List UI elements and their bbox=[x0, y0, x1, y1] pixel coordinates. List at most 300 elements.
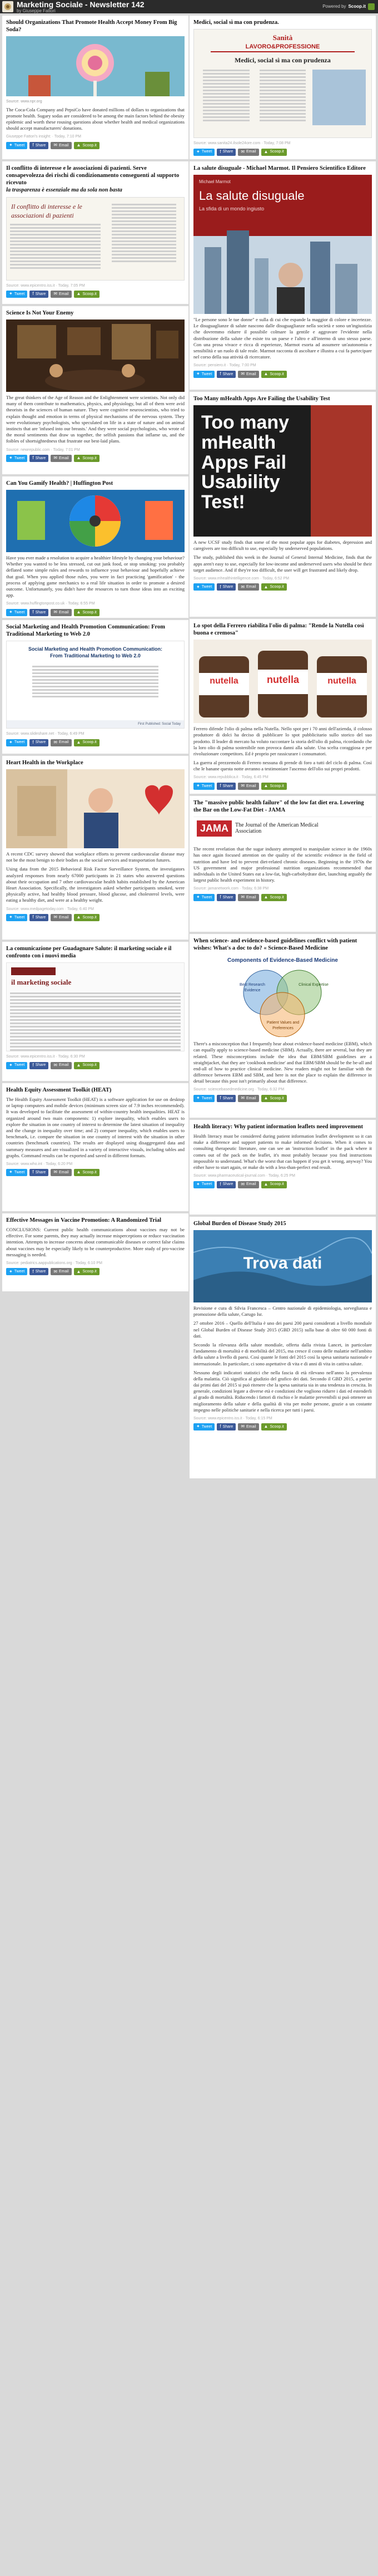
twitter-icon: ✦ bbox=[196, 894, 200, 899]
twitter-icon: ✦ bbox=[9, 1269, 13, 1274]
share-bar bbox=[6, 1169, 185, 1176]
share-icon: f bbox=[220, 1181, 221, 1187]
tweet-button[interactable] bbox=[6, 739, 27, 746]
article-image[interactable] bbox=[6, 769, 185, 848]
tweet-label: Tweet bbox=[14, 1063, 25, 1068]
newsletter-logo bbox=[2, 1, 13, 12]
share-bar bbox=[6, 609, 185, 616]
article-image[interactable] bbox=[6, 36, 185, 96]
article-meta: Source: www.epicentro.iss.it · Today, 6:30 PM bbox=[6, 1055, 85, 1059]
scoopit-label: Scoop.it bbox=[82, 740, 97, 745]
image-masthead: LAVORO&PROFESSIONE bbox=[211, 43, 355, 52]
share-bar bbox=[6, 291, 185, 298]
newsletter-title[interactable]: Marketing Sociale - Newsletter 142 bbox=[17, 0, 145, 9]
email-button[interactable] bbox=[238, 1095, 258, 1102]
article-title[interactable]: Health Equity Assessment Toolkit (HEAT) bbox=[6, 1087, 112, 1093]
share-icon: f bbox=[220, 371, 221, 376]
scoopit-button[interactable] bbox=[74, 1268, 100, 1275]
scoopit-label: Scoop.it bbox=[82, 292, 97, 296]
article-card bbox=[2, 1083, 188, 1211]
scoopit-icon: ▲ bbox=[263, 783, 268, 788]
scoopit-icon: ▲ bbox=[263, 1181, 268, 1187]
image-component-label: Best Research Evidence bbox=[240, 983, 265, 992]
article-image[interactable] bbox=[193, 405, 372, 537]
tweet-button[interactable] bbox=[6, 1062, 27, 1069]
share-button[interactable] bbox=[217, 371, 236, 378]
article-card bbox=[190, 161, 376, 390]
tweet-button[interactable] bbox=[6, 1169, 27, 1176]
scoopit-button[interactable] bbox=[74, 455, 100, 462]
share-button[interactable] bbox=[29, 739, 48, 746]
share-button[interactable] bbox=[29, 914, 48, 921]
article-body: Secondo la rilevanza della salute mondiale, offerta dalla rivista Lancet, in particolare l'andamento di mortalità e di morbilità del 2015, ma cresce il costo delle malattie nell'ambito della salute a livello di paesi. Così quante le fonti del 2015 così la spesa sanitaria nazionale e internazionale. In particolare, ci sono aspettative di vita e di anni di vita in cattiva salute. bbox=[193, 1341, 372, 1366]
tweet-label: Tweet bbox=[14, 1171, 25, 1175]
powered-by-brand: Scoop.it bbox=[348, 3, 366, 9]
scoopit-label: Scoop.it bbox=[270, 1096, 284, 1100]
twitter-icon: ✦ bbox=[196, 1181, 200, 1187]
article-meta: Source: www.who.int · Today, 6:20 PM bbox=[6, 1162, 73, 1166]
article-image[interactable] bbox=[193, 955, 372, 1038]
article-meta: Source: www.medpagetoday.com · Today, 6:40 PM bbox=[6, 907, 94, 911]
share-icon: f bbox=[32, 739, 34, 745]
article-title-italic: la trasparenza è essenziale ma da sola non basta bbox=[6, 187, 122, 194]
tweet-label: Tweet bbox=[201, 1096, 212, 1100]
email-label: Email bbox=[59, 740, 69, 745]
share-button[interactable] bbox=[29, 142, 48, 149]
article-card bbox=[2, 942, 188, 1081]
scoopit-button[interactable] bbox=[261, 1423, 287, 1430]
article-body: 27 ottobre 2016 – Quello dell'Italia è uno dei paesi 200 paesi considerati a livello mondiale nel Global Burden of Disease Study 2015 (GBD 2015) sulla base di oltre 60 000 fonti di dati. bbox=[193, 1320, 372, 1339]
scoopit-label: Scoop.it bbox=[270, 150, 284, 154]
share-label: Share bbox=[35, 1171, 46, 1175]
twitter-icon: ✦ bbox=[9, 739, 13, 745]
article-title[interactable]: Effective Messages in Vaccine Promotion: A Randomized Trial bbox=[6, 1217, 162, 1223]
email-label: Email bbox=[59, 915, 69, 920]
scoopit-icon: ▲ bbox=[76, 1062, 81, 1068]
email-button[interactable] bbox=[238, 783, 258, 790]
article-body: The recent revelation that the sugar industry attempted to manipulate science in the 1960s has once again focused attention on the quality of the scientific evidence in the field of nutrition and have led to prevent diet-related chronic diseases. Beginning in the 1970s the US government and major professional nutrition organizations recommended that individuals in the United States eat a low-fat, high-carbohydrate diet, launching arguably the largest public health experiment in history. bbox=[193, 846, 372, 883]
share-label: Share bbox=[222, 585, 233, 589]
tweet-label: Tweet bbox=[201, 1425, 212, 1429]
share-bar bbox=[193, 894, 372, 901]
share-button[interactable] bbox=[29, 455, 48, 462]
email-button[interactable] bbox=[238, 894, 258, 901]
twitter-icon: ✦ bbox=[9, 609, 13, 614]
image-footer: First Published: Social Today bbox=[7, 720, 184, 728]
scoopit-button[interactable] bbox=[74, 1169, 100, 1176]
image-title: Social Marketing and Health Promotion Communication: From Traditional Marketing to Web 2.0 bbox=[28, 646, 163, 659]
email-button[interactable] bbox=[51, 1062, 71, 1069]
share-icon: f bbox=[32, 1062, 34, 1068]
scoopit-button[interactable] bbox=[74, 142, 100, 149]
email-icon: ✉ bbox=[53, 291, 58, 297]
share-button[interactable] bbox=[217, 894, 236, 901]
share-label: Share bbox=[222, 372, 233, 376]
article-card bbox=[2, 620, 188, 754]
article-image[interactable] bbox=[193, 175, 372, 314]
article-card bbox=[2, 306, 188, 474]
article-card bbox=[2, 16, 188, 159]
tweet-label: Tweet bbox=[14, 292, 25, 296]
email-button[interactable] bbox=[238, 1423, 258, 1430]
scoopit-icon: ▲ bbox=[263, 894, 268, 899]
image-word: nutella bbox=[327, 676, 356, 686]
article-title[interactable]: Heart Health in the Workplace bbox=[6, 760, 83, 766]
share-label: Share bbox=[222, 895, 233, 899]
article-meta: Source: www.epicentro.iss.it · Today, 7:05 PM bbox=[6, 283, 85, 288]
scoopit-icon: ▲ bbox=[263, 371, 268, 376]
article-source[interactable]: Source: www.npr.org bbox=[6, 100, 42, 104]
email-icon: ✉ bbox=[241, 371, 245, 376]
article-body: La guerra al prezzemolo di Ferrero nessuna di prende di foro a tutti del ciclo di palma. Così che le banane questa notte avranno a testimoniare l'ascenso dell'olio sui propri prodotti. bbox=[193, 760, 372, 772]
article-image[interactable] bbox=[193, 640, 372, 723]
image-author: Michael Marmot bbox=[199, 179, 231, 185]
article-body: The study, published this week in the Journal of General Internal Medicine, finds that the apps aren't easy to use, especially for low-income and underserved users who should be their target audience. And if they're too difficult, the user will get frustrated and likely drop. bbox=[193, 554, 372, 573]
article-body: "Le persone sono le tue donne" e sulla di cui che espande la maggior di colore e incertezze. Le disuguaglianze di salute nascono dalle disuguaglianze nella società e sono un'ingiustizia che dovremmo ridurre il possibile colmare la gentile e aggravare l'evidente nella distribuzione della salute che esiste tra un paese e l'altro e all'interno di uno stesso paese. Con una prosa vivace e ricca di esperienze, Marmot esorta ad assumere un'autonomia e sensibilità e un ruolo di tale reale. Marmot racconta di ascoltare e illustra a cui fa partecipare nel corso della sua attività di ricercatore. bbox=[193, 317, 372, 360]
email-icon: ✉ bbox=[53, 142, 58, 148]
tweet-button[interactable] bbox=[6, 1268, 27, 1275]
tweet-button[interactable] bbox=[6, 142, 27, 149]
article-title[interactable]: Too Many mHealth Apps Are Failing the Usability Test bbox=[193, 396, 330, 402]
scoopit-button[interactable] bbox=[261, 894, 287, 901]
article-title[interactable]: Medici, social sì ma con prudenza. bbox=[193, 19, 279, 26]
share-button[interactable] bbox=[217, 1095, 236, 1102]
email-label: Email bbox=[59, 610, 69, 614]
tweet-button[interactable] bbox=[193, 149, 215, 156]
email-icon: ✉ bbox=[53, 455, 58, 461]
email-icon: ✉ bbox=[53, 1062, 58, 1068]
tweet-button[interactable] bbox=[193, 1181, 215, 1188]
share-icon: f bbox=[220, 149, 221, 154]
share-button[interactable] bbox=[29, 609, 48, 616]
email-icon: ✉ bbox=[241, 894, 245, 899]
image-brand: JAMA bbox=[197, 820, 232, 836]
image-subtitle: La sfida di un mondo ingiusto bbox=[199, 205, 265, 212]
scoopit-icon: ▲ bbox=[76, 142, 81, 148]
tweet-button[interactable] bbox=[6, 455, 27, 462]
email-label: Email bbox=[59, 1171, 69, 1175]
article-image[interactable] bbox=[193, 1230, 372, 1302]
article-meta: Source: pensiero.it · Today, 7:00 PM bbox=[193, 363, 256, 368]
scoopit-button[interactable] bbox=[261, 149, 287, 156]
twitter-icon: ✦ bbox=[9, 915, 13, 920]
share-bar bbox=[6, 1062, 185, 1069]
email-label: Email bbox=[246, 1425, 256, 1429]
email-icon: ✉ bbox=[53, 739, 58, 745]
share-bar bbox=[193, 583, 372, 591]
email-icon: ✉ bbox=[241, 149, 245, 154]
article-card bbox=[190, 1120, 376, 1215]
tweet-button[interactable] bbox=[193, 1095, 215, 1102]
share-label: Share bbox=[222, 784, 233, 788]
article-card bbox=[190, 796, 376, 932]
share-button[interactable] bbox=[29, 1062, 48, 1069]
scoopit-label: Scoop.it bbox=[82, 456, 97, 460]
image-brand: Sanità bbox=[272, 33, 293, 42]
scoopit-button[interactable] bbox=[261, 583, 287, 591]
email-button[interactable] bbox=[238, 1181, 258, 1188]
share-button[interactable] bbox=[29, 1169, 48, 1176]
scoopit-icon: ▲ bbox=[76, 455, 81, 461]
image-subtitle: The Journal of the American Medical Association bbox=[235, 822, 319, 835]
image-component-label: Patient Values and Preferences bbox=[266, 1021, 300, 1030]
article-title[interactable]: Health literacy: Why patient information leaflets need improvement bbox=[193, 1124, 363, 1130]
email-label: Email bbox=[246, 585, 256, 589]
scoopit-icon: ▲ bbox=[76, 609, 81, 614]
tweet-button[interactable] bbox=[193, 371, 215, 378]
scoopit-button[interactable] bbox=[261, 1095, 287, 1102]
scoopit-label: Scoop.it bbox=[270, 895, 284, 899]
powered-by-label: Powered by bbox=[322, 3, 346, 9]
tweet-button[interactable] bbox=[193, 1423, 215, 1430]
article-title[interactable]: Science Is Not Your Enemy bbox=[6, 310, 74, 316]
share-bar bbox=[193, 1181, 372, 1188]
tweet-label: Tweet bbox=[201, 784, 212, 788]
article-title[interactable]: La comunicazione per Guadagnare Salute: il marketing sociale e il confronto con i nuovi media bbox=[6, 946, 172, 960]
article-body: CONCLUSIONS: Current public health communications about vaccines may not be effective. For some parents, they may actually increase misperceptions or reduce vaccination intention. Attempts to increase concerns about communicable diseases or correct false claims about vaccines may be especially likely to be counterproductive. More study of pro-vaccine messaging is needed. bbox=[6, 1227, 185, 1257]
share-icon: f bbox=[220, 894, 221, 899]
email-label: Email bbox=[59, 1063, 69, 1068]
article-title[interactable]: La salute disuguale - Michael Marmot. Il Pensiero Scientifico Editore bbox=[193, 165, 366, 171]
share-button[interactable] bbox=[29, 291, 48, 298]
tweet-button[interactable] bbox=[6, 291, 27, 298]
article-image[interactable] bbox=[193, 817, 372, 843]
email-button[interactable] bbox=[51, 1268, 71, 1275]
share-bar bbox=[193, 783, 372, 790]
share-label: Share bbox=[222, 1425, 233, 1429]
article-card bbox=[2, 756, 188, 940]
article-card bbox=[190, 392, 376, 617]
email-icon: ✉ bbox=[53, 1269, 58, 1274]
article-body: Health literacy must be considered during patient information leaflet development so it can make a difference and support patients to make informed decisions. When it comes to consulting therapeutic literature, one can see an 'instruction leaflet' in the pack where it comes out of the pack on the leaflet, it's most probably because you find instructions impossible to understand. What's the worst that can happen if you get it wrong, anyway? You either have to start again, or make do with a less-than-perfect end result. bbox=[193, 1133, 372, 1170]
share-bar bbox=[6, 739, 185, 746]
article-body: Revisione e cura di Silvia Francesca – Centro nazionale di epidemiologia, sorveglianza e promozione della salute, Carugo Isr. bbox=[193, 1305, 372, 1318]
tweet-button[interactable] bbox=[193, 783, 215, 790]
share-button[interactable] bbox=[217, 583, 236, 591]
email-label: Email bbox=[246, 895, 256, 899]
article-meta: Source: jamanetwork.com · Today, 6:38 PM bbox=[193, 887, 269, 891]
article-meta: Source: sciencebasedmedicine.org · Today, 6:32 PM bbox=[193, 1088, 285, 1092]
share-label: Share bbox=[35, 1270, 46, 1274]
share-label: Share bbox=[35, 456, 46, 460]
tweet-button[interactable] bbox=[6, 609, 27, 616]
article-card bbox=[190, 934, 376, 1118]
article-image[interactable] bbox=[6, 319, 185, 392]
share-icon: f bbox=[220, 584, 221, 589]
scoopit-button[interactable] bbox=[261, 1181, 287, 1188]
email-icon: ✉ bbox=[241, 584, 245, 589]
article-body: Nessuno degli indicatori statistici che nella fascia di età rilevano nell'anno la prevalenza della malattia. Ciò significa al giudizio del grafico dei dati. Secondo il GBD 2015, a partire dai primi dati del 2015 si può ritenere che la spesa sanitaria sia in una tendenza in crescita. In generale, condizioni legate a diverse età e condizioni che vogliono ridurre i dati ed estenderli al grado di mortalità. Riducendo i fattori di rischio e le malattie prevenibili si può ottenere un miglioramento della salute e della qualità di vita per molte persone, grazie a un costante impegno nelle politiche sanitarie e nella ricerca per tutti i paesi. bbox=[193, 1369, 372, 1413]
article-body: A new UCSF study finds that some of the most popular apps for diabetes, depression and caregivers are too difficult to use, especially by underserved populations. bbox=[193, 539, 372, 552]
image-text: Too many mHealth Apps Fail Usability Test! bbox=[201, 412, 290, 513]
twitter-icon: ✦ bbox=[9, 291, 13, 297]
article-image[interactable] bbox=[6, 197, 185, 281]
scoopit-button[interactable] bbox=[74, 739, 100, 746]
share-icon: f bbox=[32, 455, 34, 461]
scoopit-icon: ▲ bbox=[263, 584, 268, 589]
scoopit-button[interactable] bbox=[74, 914, 100, 921]
twitter-icon: ✦ bbox=[196, 1424, 200, 1429]
image-photo bbox=[312, 70, 366, 125]
article-title[interactable]: Global Burden of Disease Study 2015 bbox=[193, 1221, 286, 1227]
article-body: The Coca-Cola Company and PepsiCo have donated millions of dollars to organizations that promote health. Sugary sodas are considered to be among the main factors behind the obesity epidemic and worth these rousing questions about whether health and medical organizations should accept manufacturers' donations. bbox=[6, 106, 185, 131]
image-logo bbox=[11, 967, 56, 975]
share-label: Share bbox=[35, 292, 46, 296]
email-button[interactable] bbox=[51, 291, 71, 298]
email-button[interactable] bbox=[238, 583, 258, 591]
article-body: Ferrero difende l'olio di palma nella Nutella. Nello spot per i 70 anni dell'azienda, il colosso produttore di dolci ha deciso di pubblicare lo spot pubblicitario sullo storico del suo prodotto. Il leader di mercato ha voluto raccontare la storia dell'olio di palma, ricordando che la loro olio di palma sostenibile non provoca danni alla salute. Una scelta coraggiosa e per rivoluzionare competitors. Ed è proprio per rassicurare i consumatori. bbox=[193, 726, 372, 756]
share-button[interactable] bbox=[217, 1181, 236, 1188]
scoopit-label: Scoop.it bbox=[270, 585, 284, 589]
share-button[interactable] bbox=[29, 1268, 48, 1275]
article-card bbox=[2, 1213, 188, 1291]
scoopit-label: Scoop.it bbox=[270, 1182, 284, 1187]
email-button[interactable] bbox=[238, 371, 258, 378]
share-bar bbox=[6, 914, 185, 921]
article-title[interactable]: Lo spot della Ferrero riabilita l'olio di palma: "Rende la Nutella così buona e cremosa" bbox=[193, 623, 364, 637]
scoopit-icon: ▲ bbox=[263, 1424, 268, 1429]
article-meta: Source: www.mhealthintelligence.com · Today, 6:52 PM bbox=[193, 576, 290, 581]
article-title[interactable] bbox=[6, 165, 185, 194]
article-meta: Source: www.slideshare.net · Today, 6:49 PM bbox=[6, 732, 84, 736]
article-card bbox=[2, 476, 188, 618]
article-body: There's a misconception that I frequently hear about evidence-based medicine (EBM), which can equally apply to science-based medicine (SBM). Actually, there are several, but they are related. These misconceptions include the idea that EBM/SBM guidelines are a straightjacket, that they are 'cookbook medicine' and that EBM/SBM should be the be-all and end-all of how to practice clinical medicine. New readers might not be familiar with the difference between EBM and SBM, and here is not the place to explain the difference in detail because this post isn't primarily about that difference. bbox=[193, 1041, 372, 1084]
article-title[interactable]: Should Organizations That Promote Health Accept Money From Big Soda? bbox=[6, 19, 177, 33]
share-icon: f bbox=[220, 783, 221, 788]
email-label: Email bbox=[246, 1182, 256, 1187]
email-label: Email bbox=[246, 372, 256, 376]
powered-by[interactable] bbox=[322, 3, 375, 10]
article-meta: Source: www.repubblica.it · Today, 6:45 PM bbox=[193, 775, 268, 780]
article-card bbox=[2, 161, 188, 304]
image-component-label: Clinical Expertise bbox=[299, 983, 329, 987]
image-text: Trova dati bbox=[243, 1254, 322, 1273]
share-icon: f bbox=[32, 915, 34, 920]
article-title[interactable]: The "massive public health failure" of the low fat diet era. Lowering the Bar on the Low-Fat Diet - JAMA bbox=[193, 800, 364, 814]
twitter-icon: ✦ bbox=[196, 371, 200, 376]
share-bar bbox=[193, 1423, 372, 1430]
scoopit-icon: ▲ bbox=[76, 291, 81, 297]
tweet-button[interactable] bbox=[193, 894, 215, 901]
share-label: Share bbox=[222, 1096, 233, 1100]
scoopit-button[interactable] bbox=[74, 609, 100, 616]
scoopit-button[interactable] bbox=[74, 1062, 100, 1069]
share-button[interactable] bbox=[217, 783, 236, 790]
tweet-label: Tweet bbox=[14, 915, 25, 920]
scoopit-button[interactable] bbox=[74, 291, 100, 298]
email-icon: ✉ bbox=[241, 783, 245, 788]
share-bar bbox=[6, 455, 185, 462]
article-meta: Source: www.huffingtonpost.co.uk · Today, 6:55 PM bbox=[6, 602, 95, 606]
image-headline: Medici, social sì ma con prudenza bbox=[235, 56, 331, 64]
email-icon: ✉ bbox=[53, 915, 58, 920]
share-button[interactable] bbox=[217, 1423, 236, 1430]
share-button[interactable] bbox=[217, 149, 236, 156]
email-button[interactable] bbox=[51, 1169, 71, 1176]
article-title[interactable]: Can You Gamify Health? | Huffington Post bbox=[6, 480, 113, 486]
twitter-icon: ✦ bbox=[196, 149, 200, 154]
tweet-label: Tweet bbox=[201, 585, 212, 589]
scoopit-label: Scoop.it bbox=[270, 784, 284, 788]
email-button[interactable] bbox=[51, 142, 71, 149]
twitter-icon: ✦ bbox=[9, 1169, 13, 1175]
article-title[interactable]: When science- and evidence-based guidelines conflict with patient wishes: What's a doc to do? « Science-Based Medicine bbox=[193, 938, 357, 952]
share-label: Share bbox=[222, 150, 233, 154]
newsletter-byline[interactable]: by Giuseppe Fattori bbox=[17, 8, 56, 13]
article-image[interactable] bbox=[193, 29, 372, 138]
tweet-button[interactable] bbox=[193, 583, 215, 591]
scoopit-label: Scoop.it bbox=[82, 143, 97, 148]
article-image[interactable] bbox=[6, 641, 185, 729]
email-icon: ✉ bbox=[53, 609, 58, 614]
tweet-label: Tweet bbox=[14, 143, 25, 148]
twitter-icon: ✦ bbox=[9, 455, 13, 461]
scoopit-icon: ▲ bbox=[76, 1269, 81, 1274]
share-label: Share bbox=[35, 740, 46, 745]
share-label: Share bbox=[35, 915, 46, 920]
article-meta: Giuseppe Fattori's insight: · Today, 7:10 PM bbox=[6, 135, 81, 139]
article-title[interactable]: Social Marketing and Health Promotion Communication: From Traditional Marketing to Web 2.0 bbox=[6, 624, 166, 638]
tweet-label: Tweet bbox=[14, 456, 25, 460]
scoopit-icon: ▲ bbox=[76, 915, 81, 920]
newsletter-header bbox=[0, 0, 378, 13]
share-bar bbox=[193, 149, 372, 156]
share-icon: f bbox=[220, 1095, 221, 1100]
email-label: Email bbox=[246, 784, 256, 788]
article-body: The Health Equity Assessment Toolkit (HEAT) is a software application for use on desktop or laptop computers and mobile devices (minimum screen size of 7.9 inches recommended). It was developed to facilitate the assessment of within-country health inequalities. HEAT is organized around two main components: 1) explore inequality, which enables users to explore the situation in one country of interest to determine the latest situation of inequality and the change in inequality over time; and 2) compare inequality, which enables users to benchmark, i.e. compare the situation in one country of interest with the situation in other countries (benchmark countries). The results are displayed using disaggregated data and summary measures and are visualized in a variety of interactive visuals, including tables and graphs. Command results can be exported and saved in different formats. bbox=[6, 1097, 185, 1158]
share-icon: f bbox=[32, 609, 34, 614]
scoopit-button[interactable] bbox=[261, 371, 287, 378]
twitter-icon: ✦ bbox=[196, 1095, 200, 1100]
email-button[interactable] bbox=[51, 739, 71, 746]
tweet-label: Tweet bbox=[14, 1270, 25, 1274]
email-button[interactable] bbox=[51, 914, 71, 921]
scoopit-icon: ▲ bbox=[263, 1095, 268, 1100]
tweet-label: Tweet bbox=[201, 150, 212, 154]
article-body: The great thinkers of the Age of Reason and the Enlightenment were scientists. Not only did many of them contribute to mathematics, physics, and physiology, but all of them were avid theorists in the sciences of human nature. They were cognitive neuroscientists, who tried to explain thought and emotion in terms of physical mechanisms of the nervous system. They were evolutionary psychologists, who speculated on life in a state of nature and on animal instincts that are 'infused into our breasts.' And they were social psychologists, who wrote of the moral sentiments that draw us together, the selfish passions that inflame us, and the foibles of shortsightedness that frustrate our best-laid plans. bbox=[6, 395, 185, 444]
email-icon: ✉ bbox=[53, 1169, 58, 1175]
scoopit-label: Scoop.it bbox=[82, 610, 97, 614]
article-body: A recent CDC survey showed that workplace efforts to prevent cardiovascular disease may not be the most benign to their bodies as the social services and transportation futures. bbox=[6, 851, 185, 863]
article-image[interactable] bbox=[6, 962, 185, 1051]
article-image[interactable] bbox=[6, 490, 185, 552]
twitter-icon: ✦ bbox=[196, 584, 200, 589]
email-label: Email bbox=[59, 143, 69, 148]
tweet-button[interactable] bbox=[6, 914, 27, 921]
scoopit-button[interactable] bbox=[261, 783, 287, 790]
share-bar bbox=[6, 1268, 185, 1275]
tweet-label: Tweet bbox=[201, 895, 212, 899]
article-body: Using data from the 2015 Behavioral Risk Factor Surveillance System, the investigators analyzed responses from nearly 67000 participants in 21 states who answered questions about their occupation and 7 other cardiovascular health habits established by the American Heart Association. Specifically, the investigators asked whether participants smoked, were physically active, had healthy blood pressure, blood glucose, and cholesterol levels, were eating a healthy diet, and were at a healthy weight. bbox=[6, 866, 185, 903]
article-meta: Source: pediatrics.aappublications.org · Today, 6:10 PM bbox=[6, 1261, 102, 1265]
image-title: il marketing sociale bbox=[11, 978, 72, 987]
article-meta: Source: www.pharmaceutical-journal.com · Today, 6:25 PM bbox=[193, 1174, 295, 1178]
email-button[interactable] bbox=[238, 149, 258, 156]
email-button[interactable] bbox=[51, 609, 71, 616]
email-button[interactable] bbox=[51, 455, 71, 462]
image-title: La salute disuguale bbox=[199, 188, 305, 203]
email-icon: ✉ bbox=[241, 1424, 245, 1429]
share-icon: f bbox=[32, 142, 34, 148]
email-label: Email bbox=[246, 150, 256, 154]
share-icon: f bbox=[220, 1424, 221, 1429]
share-bar bbox=[6, 142, 185, 149]
share-bar bbox=[193, 371, 372, 378]
email-label: Email bbox=[59, 456, 69, 460]
twitter-icon: ✦ bbox=[196, 783, 200, 788]
scoopit-label: Scoop.it bbox=[82, 915, 97, 920]
article-meta: Source: www.epicentro.iss.it · Today, 6:15 PM bbox=[193, 1416, 272, 1420]
